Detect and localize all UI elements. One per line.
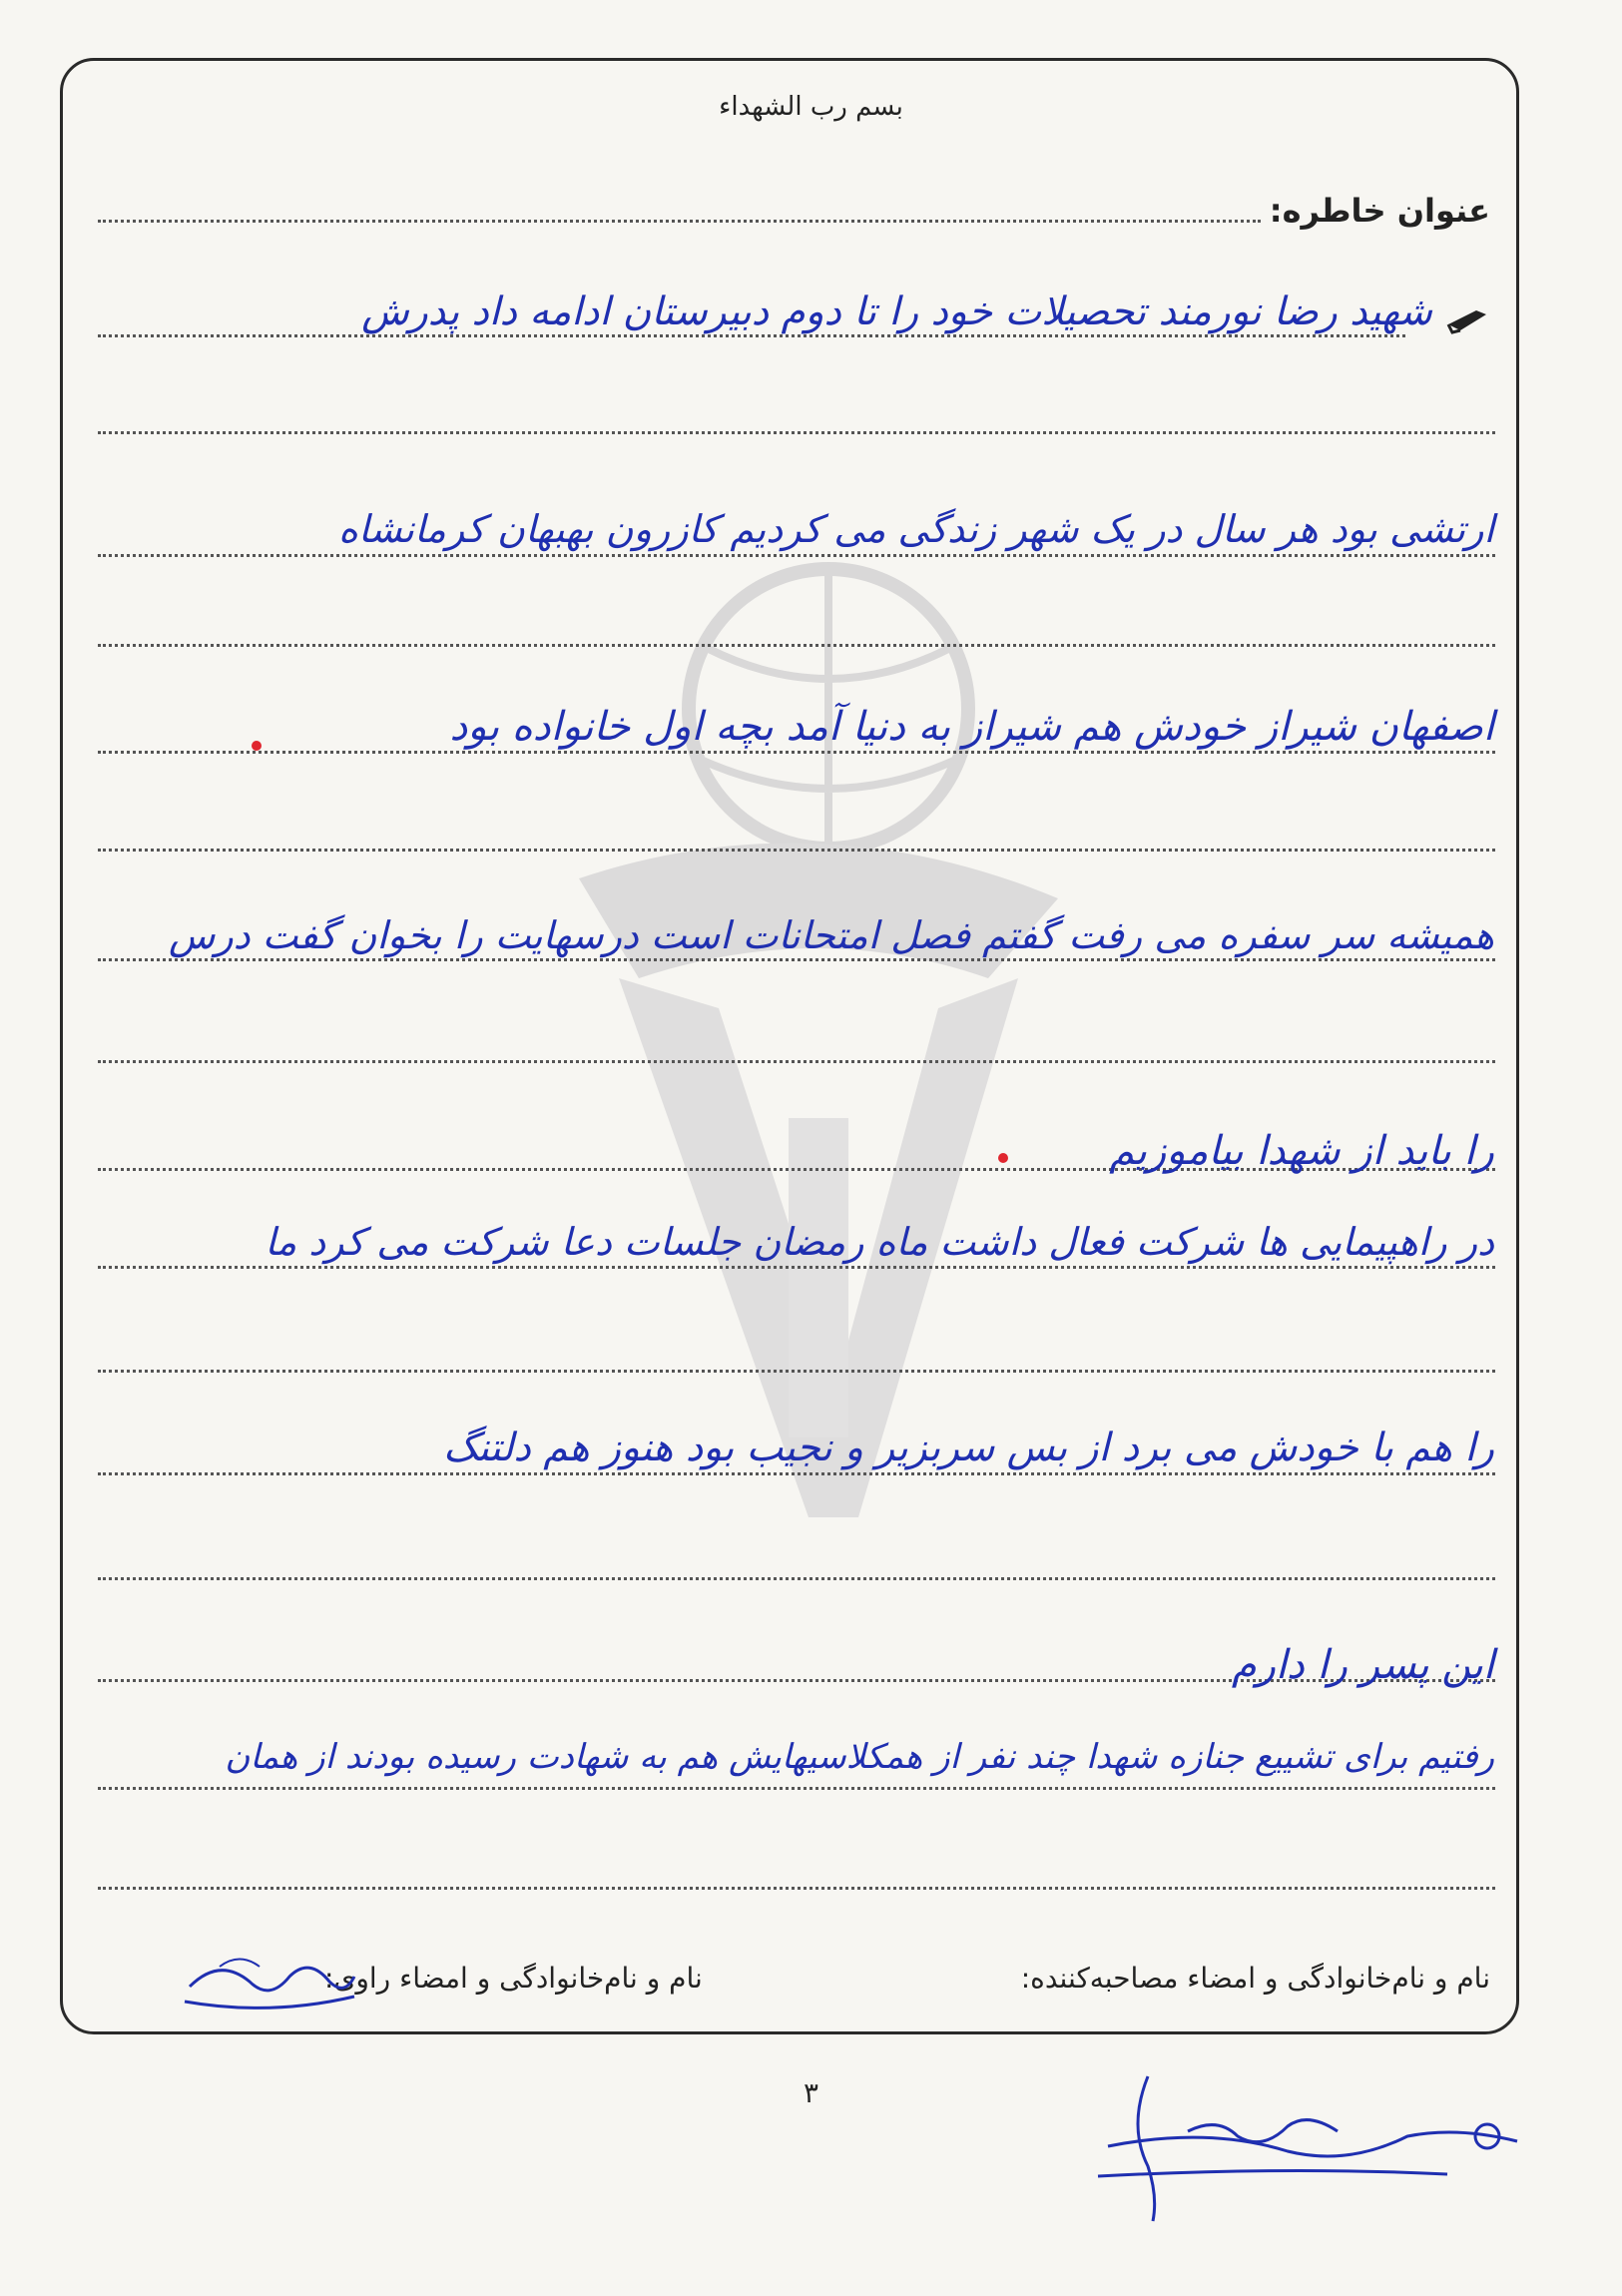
handwritten-line: را هم با خودش می برد از بس سربزیر و نجیب بود هنوز هم دلتنگ: [443, 1426, 1494, 1470]
red-ink-mark: [252, 741, 262, 751]
ruled-line: [98, 644, 1495, 647]
handwritten-line: در راهپیمایی ها شرکت فعال داشت ماه رمضان جلسات دعا شرکت می کرد ما: [265, 1220, 1494, 1264]
handwritten-line: شهید رضا نورمند تحصیلات خود را تا دوم دبیرستان ادامه داد پدرش: [361, 289, 1432, 334]
ruled-line: [98, 751, 1495, 754]
ruled-line: [98, 1787, 1495, 1790]
page-number: ۳: [803, 2076, 819, 2109]
ruled-line: [98, 1472, 1495, 1475]
ruled-line: [98, 334, 1405, 337]
ruled-line: [98, 958, 1495, 961]
ruled-line: [98, 849, 1495, 852]
ruled-line: [98, 1060, 1495, 1063]
ruled-line: [98, 1887, 1495, 1890]
ruled-line: [98, 1577, 1495, 1580]
handwritten-line: را باید از شهدا بیاموزیم: [1109, 1128, 1494, 1174]
handwritten-line: اصفهان شیراز خودش هم شیراز به دنیا آمد بچه اول خانواده بود: [449, 704, 1494, 750]
memoir-title-label: عنوان خاطره:: [1269, 192, 1490, 230]
red-ink-mark: [998, 1153, 1008, 1163]
handwritten-line: همیشه سر سفره می رفت گفتم فصل امتحانات است درسهایت را بخوان گفت درس: [169, 913, 1494, 957]
ruled-line: [98, 1370, 1495, 1373]
handwritten-line: ارتشی بود هر سال در یک شهر زندگی می کردیم کازرون بهبهان کرمانشاه: [338, 507, 1494, 551]
ruled-line: [98, 1266, 1495, 1269]
handwritten-line: رفتیم برای تشییع جنازه شهدا چند نفر از همکلاسیهایش هم به شهادت رسیده بودند از همان: [225, 1737, 1494, 1777]
interviewer-signature-label: نام و نام‌خانوادگی و امضاء مصاحبه‌کننده:: [1020, 1962, 1490, 1995]
ruled-line: [98, 554, 1495, 557]
title-dotted-line: [98, 220, 1261, 223]
basmala: بسم رب الشهداء: [719, 92, 903, 122]
handwritten-line: این پسر را دارم: [1231, 1642, 1494, 1688]
ruled-line: [98, 431, 1495, 434]
narrator-signature-label: نام و نام‌خانوادگی و امضاء راوی:: [324, 1962, 703, 1995]
pen-icon: [1446, 304, 1490, 334]
signature-narrator: [180, 1947, 359, 2021]
signature-bottom: [1088, 2056, 1537, 2226]
